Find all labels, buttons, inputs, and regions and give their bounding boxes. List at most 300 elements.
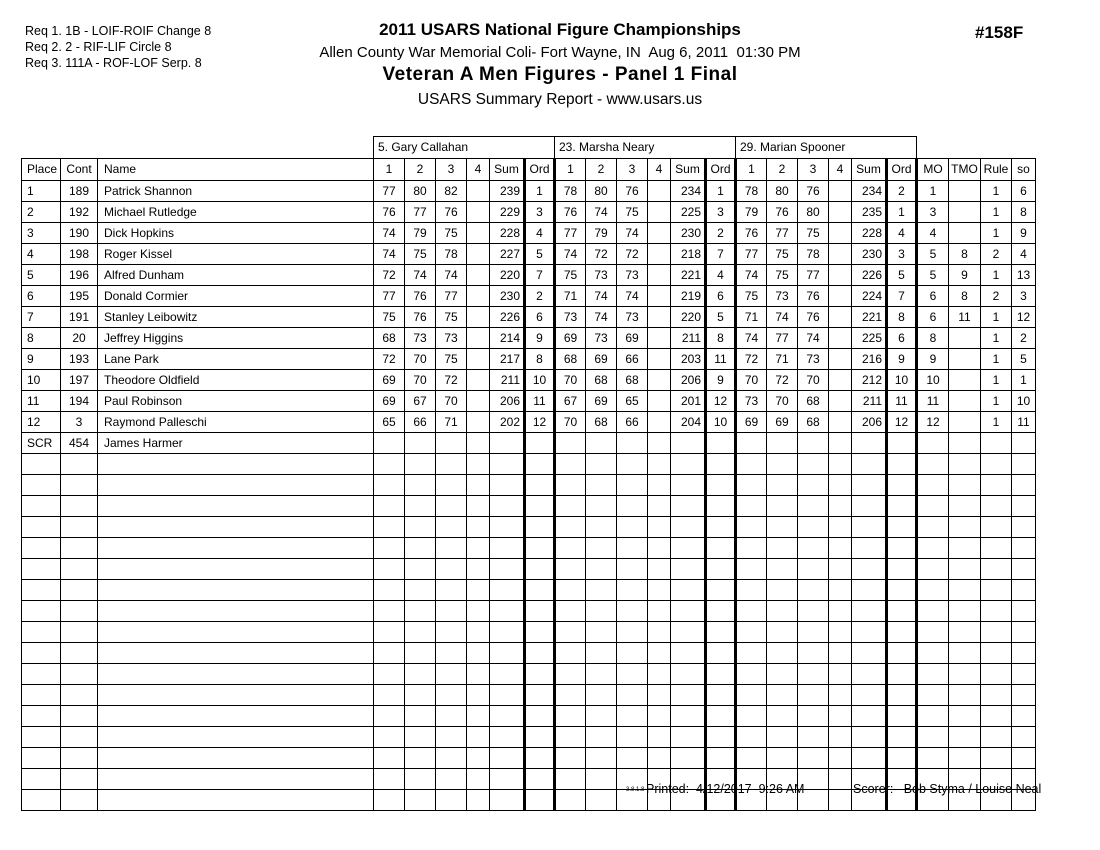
cell-figure-score [405,559,436,580]
col-header: 1 [736,159,767,181]
cell-figure-score [617,727,648,748]
cell-figure-score [467,622,490,643]
cell-figure-score [736,664,767,685]
cell-figure-score [736,559,767,580]
empty-row [22,538,1036,559]
cell-ordinal: 4 [706,265,736,286]
cell-ordinal [706,622,736,643]
cell-so [1012,622,1036,643]
cell-rule [981,496,1012,517]
cell-sum: 229 [490,202,525,223]
cell-sum: 206 [852,412,887,433]
cell-so: 6 [1012,181,1036,202]
cell-ordinal: 5 [525,244,555,265]
cell-mo [917,643,949,664]
col-header: Place [22,159,61,181]
cell-skater-name [98,706,374,727]
cell-figure-score: 76 [767,202,798,223]
cell-figure-score [467,559,490,580]
cell-figure-score [467,748,490,769]
col-header: Ord [887,159,917,181]
cell-rule [981,433,1012,454]
cell-figure-score [586,517,617,538]
cell-figure-score [829,202,852,223]
table-row [22,244,1036,265]
cell-sum: 230 [490,286,525,307]
cell-figure-score [829,370,852,391]
cell-place: 8 [22,328,61,349]
cell-ordinal: 1 [887,202,917,223]
cell-sum: 206 [490,391,525,412]
cell-sum [671,454,706,475]
cell-place [22,475,61,496]
empty-row [22,706,1036,727]
cell-ordinal [706,748,736,769]
cell-figure-score [767,727,798,748]
cell-place [22,664,61,685]
cell-skater-name [98,790,374,811]
cell-figure-score [648,559,671,580]
cell-tmo: 8 [949,244,981,265]
cell-figure-score [555,580,586,601]
cell-figure-score: 69 [767,412,798,433]
table-row [22,370,1036,391]
cell-figure-score: 72 [436,370,467,391]
cell-rule [981,643,1012,664]
cell-so [1012,706,1036,727]
cell-figure-score: 74 [555,244,586,265]
cell-sum [490,517,525,538]
cell-ordinal [525,622,555,643]
cell-figure-score [467,517,490,538]
cell-ordinal [887,517,917,538]
cell-figure-score [648,265,671,286]
cell-tmo [949,454,981,475]
cell-figure-score [436,601,467,622]
cell-contestant-number [61,706,98,727]
cell-so: 11 [1012,412,1036,433]
cell-sum [490,727,525,748]
cell-figure-score: 76 [798,181,829,202]
cell-skater-name: Alfred Dunham [98,265,374,286]
cell-contestant-number: 454 [61,433,98,454]
cell-tmo [949,706,981,727]
cell-ordinal: 12 [525,412,555,433]
cell-place: 1 [22,181,61,202]
col-header: 1 [374,159,405,181]
cell-figure-score [648,601,671,622]
cell-sum [852,643,887,664]
cell-figure-score [374,664,405,685]
cell-ordinal: 1 [525,181,555,202]
cell-place [22,727,61,748]
cell-figure-score: 80 [767,181,798,202]
cell-figure-score: 69 [374,391,405,412]
cell-figure-score [374,685,405,706]
cell-tmo [949,559,981,580]
cell-sum: 230 [671,223,706,244]
cell-figure-score [767,622,798,643]
cell-contestant-number [61,664,98,685]
cell-ordinal [706,517,736,538]
cell-figure-score [436,706,467,727]
cell-figure-score [648,349,671,370]
cell-skater-name [98,601,374,622]
cell-figure-score: 75 [436,307,467,328]
cell-figure-score: 65 [617,391,648,412]
cell-figure-score [586,790,617,811]
cell-figure-score [617,580,648,601]
cell-figure-score [405,664,436,685]
cell-ordinal: 4 [887,223,917,244]
cell-figure-score [829,643,852,664]
cell-figure-score [648,538,671,559]
cell-figure-score: 76 [617,181,648,202]
cell-so [1012,727,1036,748]
cell-mo: 5 [917,244,949,265]
cell-skater-name [98,664,374,685]
table-row [22,307,1036,328]
cell-sum [671,664,706,685]
cell-figure-score [555,475,586,496]
cell-figure-score [374,706,405,727]
cell-figure-score [829,454,852,475]
cell-place [22,601,61,622]
cell-mo: 12 [917,412,949,433]
cell-figure-score [436,538,467,559]
cell-figure-score: 74 [436,265,467,286]
cell-figure-score [829,769,852,790]
cell-so: 10 [1012,391,1036,412]
cell-ordinal [887,748,917,769]
cell-figure-score: 70 [436,391,467,412]
cell-figure-score: 75 [767,265,798,286]
cell-skater-name [98,748,374,769]
cell-mo [917,601,949,622]
cell-sum: 214 [490,328,525,349]
cell-so [1012,538,1036,559]
cell-figure-score [617,643,648,664]
cell-figure-score [617,517,648,538]
cell-so: 8 [1012,202,1036,223]
cell-figure-score [374,769,405,790]
cell-figure-score: 77 [555,223,586,244]
cell-contestant-number: 190 [61,223,98,244]
cell-figure-score: 76 [798,286,829,307]
cell-figure-score [829,748,852,769]
cell-figure-score [374,538,405,559]
cell-figure-score: 77 [374,286,405,307]
cell-figure-score [405,475,436,496]
empty-row [22,454,1036,475]
cell-figure-score: 77 [736,244,767,265]
cell-ordinal [887,454,917,475]
cell-ordinal [887,580,917,601]
cell-ordinal: 2 [525,286,555,307]
cell-figure-score [436,769,467,790]
cell-figure-score [436,433,467,454]
cell-figure-score [736,727,767,748]
cell-skater-name: Theodore Oldfield [98,370,374,391]
cell-figure-score [798,517,829,538]
cell-figure-score [767,433,798,454]
cell-figure-score: 69 [555,328,586,349]
cell-ordinal: 11 [887,391,917,412]
empty-row [22,622,1036,643]
cell-mo: 11 [917,391,949,412]
cell-figure-score [798,622,829,643]
cell-rule: 1 [981,412,1012,433]
cell-ordinal [525,517,555,538]
cell-figure-score: 79 [405,223,436,244]
cell-place: 12 [22,412,61,433]
col-header: 4 [648,159,671,181]
cell-figure-score [467,391,490,412]
cell-so [1012,664,1036,685]
cell-sum: 226 [490,307,525,328]
cell-figure-score: 76 [798,307,829,328]
cell-contestant-number [61,517,98,538]
cell-figure-score [829,265,852,286]
cell-tmo [949,391,981,412]
empty-row [22,601,1036,622]
cell-figure-score: 82 [436,181,467,202]
cell-place [22,517,61,538]
cell-sum [852,601,887,622]
cell-so: 5 [1012,349,1036,370]
cell-contestant-number: 195 [61,286,98,307]
cell-tmo [949,349,981,370]
cell-contestant-number: 20 [61,328,98,349]
cell-place [22,454,61,475]
cell-rule: 1 [981,181,1012,202]
cell-figure-score [798,580,829,601]
cell-sum: 211 [490,370,525,391]
cell-sum [490,601,525,622]
cell-figure-score [648,181,671,202]
scorer-credit: Scorer: Bob Styma / Louise Neal [853,782,1042,796]
cell-tmo [949,475,981,496]
cell-figure-score [648,391,671,412]
cell-rule: 2 [981,244,1012,265]
cell-figure-score [555,748,586,769]
cell-figure-score [617,475,648,496]
cell-sum [671,559,706,580]
cell-figure-score [617,433,648,454]
cell-sum [852,622,887,643]
cell-sum [671,601,706,622]
cell-mo [917,706,949,727]
cell-skater-name [98,685,374,706]
cell-figure-score [767,454,798,475]
cell-contestant-number: 198 [61,244,98,265]
cell-figure-score: 80 [405,181,436,202]
judge-row-spacer [22,137,374,159]
cell-mo [917,454,949,475]
cell-figure-score [648,706,671,727]
cell-figure-score [648,643,671,664]
cell-figure-score [586,433,617,454]
cell-mo [917,475,949,496]
cell-figure-score: 70 [798,370,829,391]
cell-figure-score [555,685,586,706]
cell-contestant-number [61,790,98,811]
cell-figure-score [798,664,829,685]
cell-figure-score [648,433,671,454]
cell-tmo [949,580,981,601]
cell-skater-name [98,496,374,517]
cell-skater-name [98,454,374,475]
cell-contestant-number: 3 [61,412,98,433]
cell-tmo [949,727,981,748]
empty-row [22,475,1036,496]
cell-figure-score: 77 [798,265,829,286]
cell-figure-score: 70 [405,349,436,370]
cell-figure-score [436,727,467,748]
cell-figure-score [467,223,490,244]
table-row [22,328,1036,349]
cell-sum: 212 [852,370,887,391]
col-header: so [1012,159,1036,181]
cell-figure-score [467,685,490,706]
col-header: 1 [555,159,586,181]
cell-sum: 201 [671,391,706,412]
cell-ordinal: 2 [887,181,917,202]
cell-sum [490,475,525,496]
cell-sum: 219 [671,286,706,307]
cell-sum [490,538,525,559]
cell-figure-score: 69 [586,391,617,412]
col-header: 2 [767,159,798,181]
cell-figure-score [467,601,490,622]
cell-figure-score: 77 [374,181,405,202]
cell-figure-score [586,559,617,580]
cell-figure-score [648,307,671,328]
cell-figure-score [617,496,648,517]
cell-figure-score [767,748,798,769]
cell-figure-score: 80 [798,202,829,223]
cell-figure-score: 73 [617,265,648,286]
cell-figure-score [648,328,671,349]
cell-figure-score: 74 [798,328,829,349]
cell-place: 3 [22,223,61,244]
cell-figure-score: 79 [736,202,767,223]
cell-place [22,538,61,559]
cell-figure-score [798,727,829,748]
col-header: Ord [525,159,555,181]
cell-rule: 1 [981,265,1012,286]
cell-figure-score [617,622,648,643]
cell-sum: 216 [852,349,887,370]
cell-figure-score [648,727,671,748]
cell-rule [981,454,1012,475]
cell-skater-name: Paul Robinson [98,391,374,412]
cell-sum [490,559,525,580]
cell-figure-score [798,454,829,475]
cell-figure-score [648,454,671,475]
cell-figure-score: 74 [586,286,617,307]
cell-tmo [949,601,981,622]
cell-figure-score [829,475,852,496]
cell-figure-score: 75 [555,265,586,286]
cell-skater-name: Patrick Shannon [98,181,374,202]
cell-figure-score [374,559,405,580]
cell-sum [490,433,525,454]
cell-ordinal: 5 [706,307,736,328]
cell-ordinal [887,433,917,454]
report-type-line: USARS Summary Report - www.usars.us [417,91,703,108]
cell-figure-score: 77 [405,202,436,223]
cell-figure-score [405,433,436,454]
cell-skater-name: Michael Rutledge [98,202,374,223]
cell-ordinal [525,727,555,748]
cell-sum: 225 [852,328,887,349]
cell-mo [917,748,949,769]
cell-figure-score [829,307,852,328]
cell-place: 10 [22,370,61,391]
cell-figure-score [736,517,767,538]
cell-figure-score [586,475,617,496]
cell-figure-score [467,181,490,202]
cell-rule: 2 [981,286,1012,307]
cell-figure-score [586,622,617,643]
report-header [20,20,1100,109]
cell-so [1012,433,1036,454]
cell-sum: 230 [852,244,887,265]
cell-skater-name: Lane Park [98,349,374,370]
cell-figure-score [555,727,586,748]
cell-contestant-number [61,580,98,601]
cell-figure-score [767,496,798,517]
cell-ordinal: 8 [887,307,917,328]
cell-figure-score [436,748,467,769]
cell-sum: 225 [671,202,706,223]
cell-place: 5 [22,265,61,286]
cell-figure-score [586,454,617,475]
cell-figure-score: 72 [374,349,405,370]
cell-sum [852,496,887,517]
cell-mo: 9 [917,349,949,370]
cell-place: SCR [22,433,61,454]
cell-figure-score: 72 [767,370,798,391]
cell-ordinal: 12 [887,412,917,433]
cell-mo: 3 [917,202,949,223]
cell-figure-score [736,601,767,622]
cell-ordinal [706,664,736,685]
cell-figure-score [555,601,586,622]
cell-tmo [949,517,981,538]
cell-figure-score [467,412,490,433]
cell-figure-score [405,769,436,790]
table-row [22,286,1036,307]
cell-figure-score [467,706,490,727]
cell-figure-score [798,433,829,454]
cell-sum [852,538,887,559]
cell-ordinal [525,454,555,475]
col-header: Sum [490,159,525,181]
cell-figure-score [586,643,617,664]
cell-figure-score [467,769,490,790]
cell-figure-score [436,685,467,706]
cell-figure-score [586,601,617,622]
cell-figure-score: 76 [374,202,405,223]
cell-figure-score: 70 [736,370,767,391]
cell-figure-score [798,559,829,580]
cell-ordinal [706,706,736,727]
cell-figure-score [405,580,436,601]
cell-mo [917,664,949,685]
cell-figure-score [467,265,490,286]
